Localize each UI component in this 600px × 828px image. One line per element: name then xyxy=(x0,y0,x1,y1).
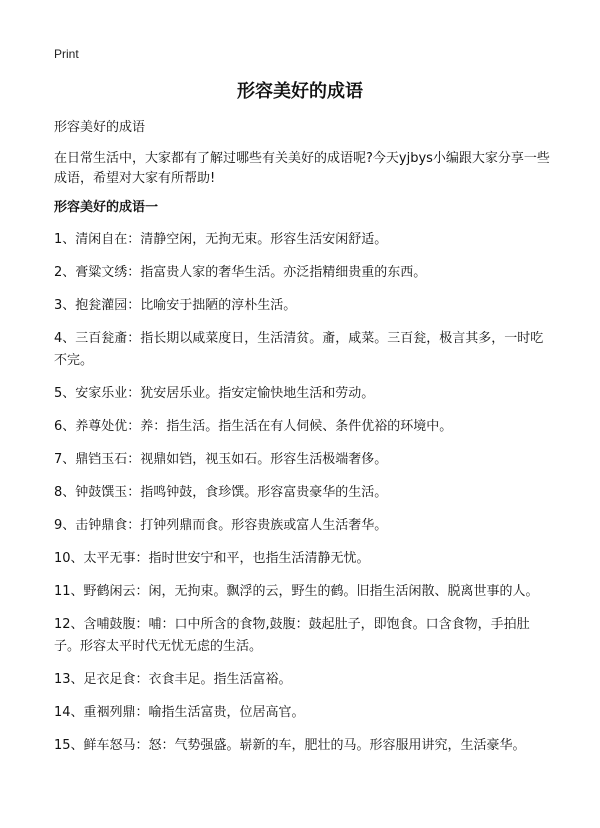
list-item: 10、太平无事：指时世安宁和平，也指生活清静无忧。 xyxy=(54,551,370,566)
page-title: 形容美好的成语 xyxy=(237,81,363,102)
list-item: 1、清闲自在：清静空闲，无拘无束。形容生活安闲舒适。 xyxy=(54,232,388,247)
list-item: 4、三百瓮齑：指长期以咸菜度日，生活清贫。齑，咸菜。三百瓮，极言其多，一时吃不完。 xyxy=(54,331,544,368)
list-item: 14、重裀列鼎：喻指生活富贵，位居高官。 xyxy=(54,705,305,720)
intro-paragraph: 在日常生活中，大家都有了解过哪些有关美好的成语呢?今天yjbys小编跟大家分享一些成语，希望对大家有所帮助! xyxy=(54,151,550,186)
article-subtitle: 形容美好的成语 xyxy=(54,120,146,135)
list-item: 13、足衣足食：衣食丰足。指生活富裕。 xyxy=(54,672,292,687)
list-item: 7、鼎铛玉石：视鼎如铛，视玉如石。形容生活极端奢侈。 xyxy=(54,452,388,467)
list-item: 5、安家乐业：犹安居乐业。指安定愉快地生活和劳动。 xyxy=(54,386,375,401)
list-item: 8、钟鼓馔玉：指鸣钟鼓，食珍馔。形容富贵豪华的生活。 xyxy=(54,485,388,500)
list-item: 11、野鹤闲云：闲，无拘束。飘浮的云，野生的鹤。旧指生活闲散、脱离世事的人。 xyxy=(54,584,539,599)
list-item: 6、养尊处优：养：指生活。指生活在有人伺候、条件优裕的环境中。 xyxy=(54,419,453,434)
list-item: 2、膏粱文绣：指富贵人家的奢华生活。亦泛指精细贵重的东西。 xyxy=(54,265,427,280)
section-heading: 形容美好的成语一 xyxy=(54,200,159,215)
list-item: 15、鲜车怒马：怒：气势强盛。崭新的车，肥壮的马。形容服用讲究，生活豪华。 xyxy=(54,738,526,753)
print-link[interactable]: Print xyxy=(54,47,79,61)
list-item: 12、含哺鼓腹：哺：口中所含的食物,鼓腹：鼓起肚子，即饱食。口含食物，手拍肚子。形容太平时代无忧无虑的生活。 xyxy=(54,617,530,654)
list-item: 9、击钟鼎食：打钟列鼎而食。形容贵族或富人生活奢华。 xyxy=(54,518,388,533)
idiom-list xyxy=(54,229,554,768)
list-item: 3、抱瓮灌园：比喻安于拙陋的淳朴生活。 xyxy=(54,298,297,313)
